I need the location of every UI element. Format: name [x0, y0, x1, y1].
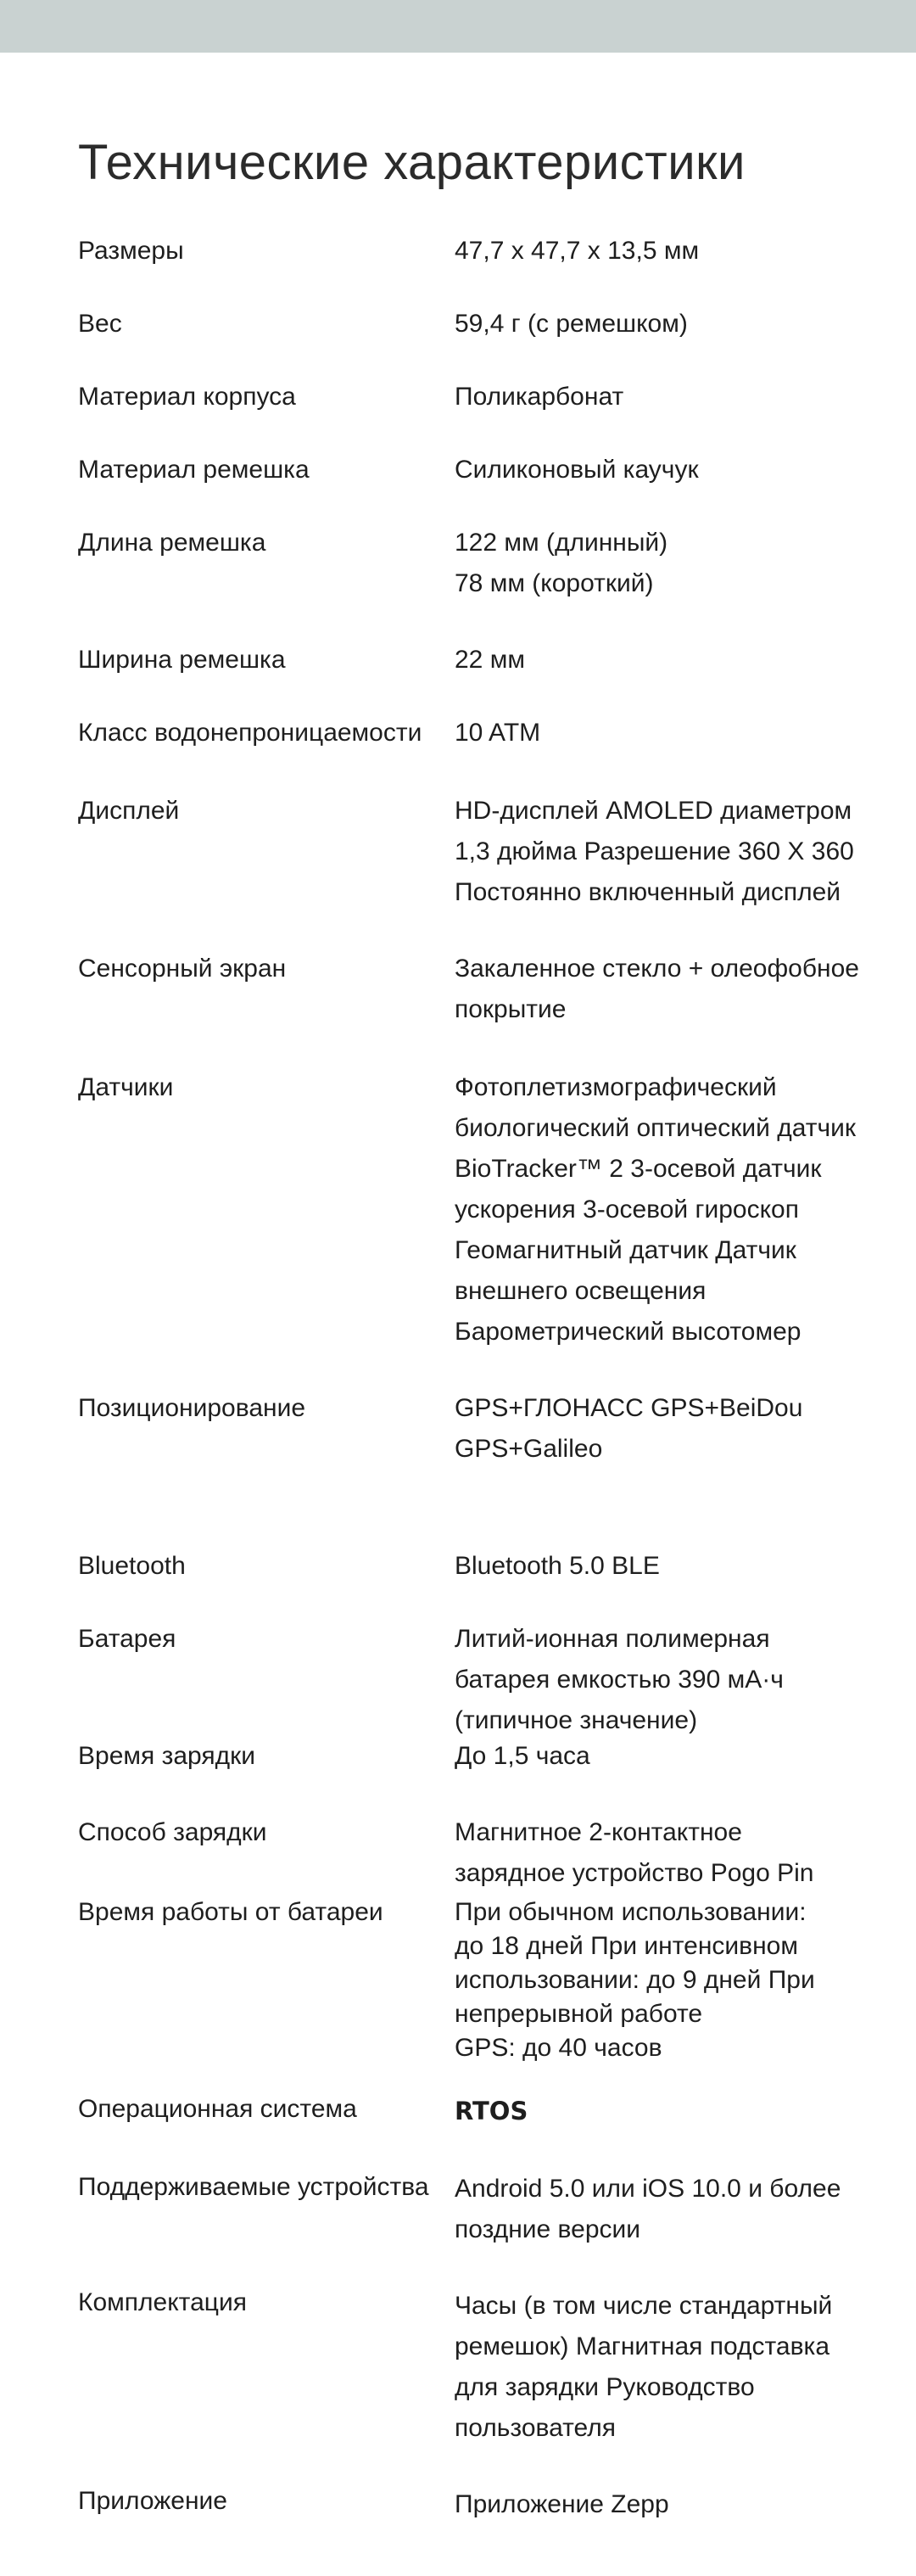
spec-label-weight: Вес: [78, 310, 122, 338]
spec-label-positioning: Позиционирование: [78, 1394, 306, 1422]
spec-value-charging-method: Магнитное 2-контактное зарядное устройство Pogo Pin: [455, 1818, 814, 1887]
spec-label-supported-devices: Поддерживаемые устройства: [78, 2173, 429, 2201]
spec-value-touch-screen: Закаленное стекло + олеофобное покрытие: [455, 955, 859, 1023]
spec-value-battery-life: При обычном использовании: до 18 дней При интенсивном использовании: до 9 дней При непрерывной работе GPS: до 40 часов: [455, 1898, 815, 2062]
spec-value-display: HD-дисплей AMOLED диаметром 1,3 дюйма Разрешение 360 X 360 Постоянно включенный дисплей: [455, 797, 854, 906]
spec-value-battery: Литий-ионная полимерная батарея емкостью 390 мА·ч (типичное значение): [455, 1625, 784, 1734]
spec-value-strap-material: Силиконовый каучук: [455, 456, 699, 484]
spec-value-sensors: Фотоплетизмографический биологический оптический датчик BioTracker™ 2 3-осевой датчик ускорения 3-осевой гироскоп Геомагнитный датчик Датчик внешнего освещения Барометрический высотомер: [455, 1073, 856, 1346]
page-title: Технические характеристики: [78, 135, 746, 190]
spec-value-bluetooth: Bluetooth 5.0 BLE: [455, 1552, 660, 1580]
spec-value-strap-length: 122 мм (длинный) 78 мм (короткий): [455, 529, 668, 597]
spec-label-strap-length: Длина ремешка: [78, 529, 266, 557]
spec-label-battery-life: Время работы от батареи: [78, 1898, 383, 1926]
spec-label-dimensions: Размеры: [78, 237, 184, 265]
spec-label-case-material: Материал корпуса: [78, 383, 296, 411]
spec-label-os: Операционная система: [78, 2095, 357, 2123]
spec-label-bluetooth: Bluetooth: [78, 1552, 186, 1580]
spec-label-app: Приложение: [78, 2487, 227, 2515]
spec-label-sensors: Датчики: [78, 1073, 174, 1101]
spec-label-charging-method: Способ зарядки: [78, 1818, 267, 1846]
spec-value-positioning: GPS+ГЛОНАСС GPS+BeiDou GPS+Galileo: [455, 1394, 803, 1463]
spec-label-package-contents: Комплектация: [78, 2288, 247, 2316]
spec-value-strap-width: 22 мм: [455, 646, 525, 674]
spec-value-os: RTOS: [455, 2097, 528, 2125]
spec-value-weight: 59,4 г (с ремешком): [455, 310, 688, 338]
spec-value-water-resistance: 10 ATM: [455, 719, 541, 747]
spec-value-app: Приложение Zepp: [455, 2490, 669, 2518]
spec-value-dimensions: 47,7 x 47,7 x 13,5 мм: [455, 237, 700, 265]
spec-value-package-contents: Часы (в том числе стандартный ремешок) Магнитная подставка для зарядки Руководство пользователя: [455, 2292, 833, 2442]
spec-value-supported-devices: Android 5.0 или iOS 10.0 и более поздние версии: [455, 2175, 841, 2243]
spec-label-strap-material: Материал ремешка: [78, 456, 310, 484]
spec-label-charging-time: Время зарядки: [78, 1742, 256, 1770]
spec-label-display: Дисплей: [78, 797, 180, 825]
spec-label-strap-width: Ширина ремешка: [78, 646, 286, 674]
spec-value-case-material: Поликарбонат: [455, 383, 624, 411]
spec-value-charging-time: До 1,5 часа: [455, 1742, 590, 1770]
spec-label-touch-screen: Сенсорный экран: [78, 955, 287, 983]
spec-label-water-resistance: Класс водонепроницаемости: [78, 719, 422, 747]
spec-label-battery: Батарея: [78, 1625, 176, 1653]
top-bar: [0, 0, 916, 53]
